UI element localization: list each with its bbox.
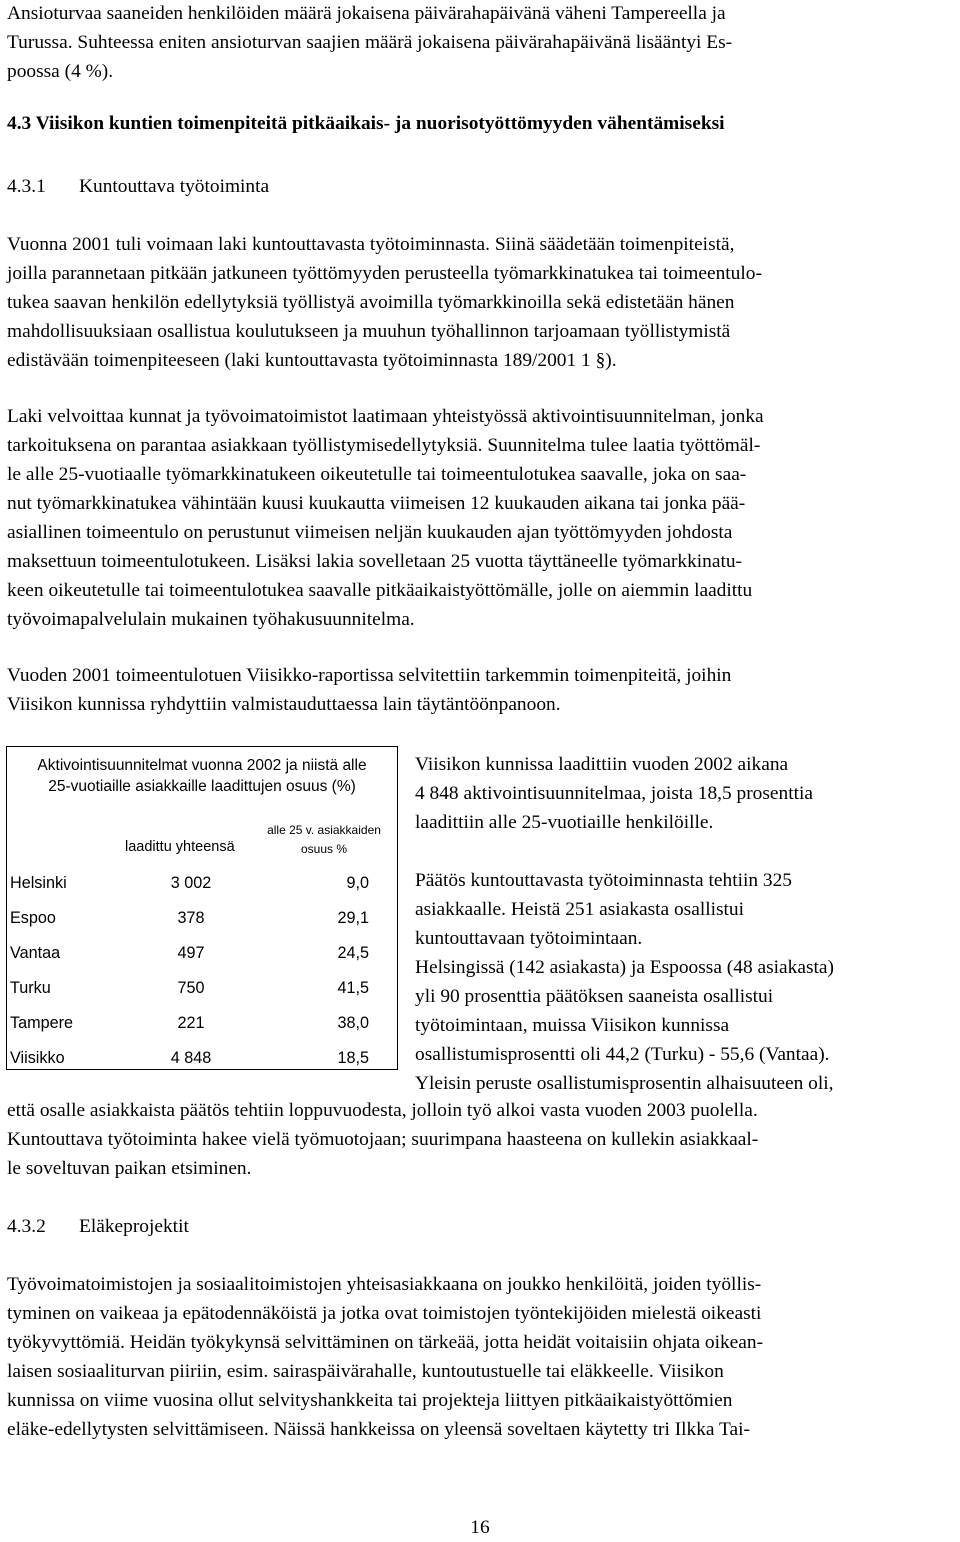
text-line: Työvoimatoimistojen ja sosiaalitoimistojen yhteisasiakkaana on joukko henkilöitä, joiden työllis- [7,1274,762,1295]
paragraph-kuntouttava [7,230,953,375]
text-line: Turussa. Suhteessa eniten ansioturvan saajien määrä jokaisena päivärahapäivänä lisääntyi Es- [7,32,733,53]
row-municipality: Turku [10,979,51,997]
text-line: Yleisin peruste osallistumisprosentin alhaisuuteen oli, [415,1073,834,1094]
row-total: 378 [177,909,205,927]
row-municipality: Viisikko [10,1049,65,1067]
text-line: yli 90 prosenttia päätöksen saaneista osallistui [415,986,774,1007]
table-row [7,978,397,1013]
text-line: tukea saavan henkilön edellytyksiä työllistyä avoimilla työmarkkinoilla sekä edistetään hänen [7,292,735,313]
text-line: osallistumisprosentti oli 44,2 (Turku) - 55,6 (Vantaa). [415,1044,830,1065]
table-row [7,1013,397,1048]
text-line: Vuoden 2001 toimeentulotuen Viisikko-raportissa selvitettiin tarkemmin toimenpiteitä, joihin [7,665,732,686]
table-row [7,943,397,978]
text-line: laadittiin alle 25-vuotiaille henkilöille. [415,812,714,833]
row-percent: 24,5 [337,944,369,962]
text-line: työtoimintaan, muissa Viisikon kunnissa [415,1015,730,1036]
activation-plans-table [6,746,398,1070]
section-number: 4.3.2 [7,1216,46,1237]
text-line: maksettuun toimeentulotukeen. Lisäksi lakia sovelletaan 25 vuotta täyttäneelle työmarkkinatu- [7,551,743,572]
table-row [7,908,397,943]
text-line: Viisikon kunnissa laadittiin vuoden 2002 aikana [415,754,789,775]
paragraph-elakeprojektit [7,1270,953,1444]
text-line: Viisikon kunnissa ryhdyttiin valmistauduttaessa lain täytäntöönpanoon. [7,694,561,715]
table-title [7,755,397,797]
text-line: nut työmarkkinatukea vähintään kuusi kuukautta viimeisen 12 kuukauden aikana tai jonka pää- [7,493,746,514]
text-line: Laki velvoittaa kunnat ja työvoimatoimistot laatimaan yhteistyössä aktivointisuunnitelman, jonka [7,406,764,427]
section-title: Viisikon kuntien toimenpiteitä pitkäaikais- ja nuorisotyöttömyyden vähentämiseksi [35,113,725,134]
column-header-pct [264,821,384,859]
text-line: työvoimapalvelulain mukainen työhakusuunnitelma. [7,609,415,630]
table-title-line: Aktivointisuunnitelmat vuonna 2002 ja niistä alle [37,757,367,774]
row-percent: 9,0 [346,874,369,892]
intro-paragraph [7,0,953,86]
text-line: joilla parannetaan pitkään jatkuneen työttömyyden perusteella työmarkkinatukea tai toimeentulo- [7,263,762,284]
text-line: Vuonna 2001 tuli voimaan laki kuntouttavasta työtoiminnasta. Siinä säädetään toimenpiteistä, [7,234,735,255]
row-percent: 38,0 [337,1014,369,1032]
row-percent: 18,5 [337,1049,369,1067]
text-line: poossa (4 %). [7,61,114,82]
side-paragraph-decisions [415,866,955,1098]
row-total: 497 [177,944,205,962]
text-line: mahdollisuuksiaan osallistua koulutukseen ja muuhun työhallinnon tarjoamaan työllistymistä [7,321,731,342]
text-line: keen oikeutetulle tai toimeentulotukea saavalle pitkäaikaistyöttömälle, jolle on aiemmin laadittu [7,580,753,601]
row-total: 221 [177,1014,205,1032]
text-line: Päätös kuntouttavasta työtoiminnasta tehtiin 325 [415,870,792,891]
table-row [7,1048,397,1083]
row-municipality: Vantaa [10,944,61,962]
row-total: 4 848 [170,1049,212,1067]
text-line: Helsingissä (142 asiakasta) ja Espoossa (48 asiakasta) [415,957,834,978]
text-line: le soveltuvan paikan etsiminen. [7,1158,252,1179]
text-line: kunnissa on viime vuosina ollut selvityshankkeita tai projekteja liittyen pitkäaikaistyöttömien [7,1390,733,1411]
paragraph-laki-velvoittaa [7,402,953,634]
row-total: 3 002 [170,874,212,892]
side-paragraph-plans [415,750,955,837]
paragraph-viisikko-raportti [7,661,953,719]
text-line: Kuntouttava työtoiminta hakee vielä työmuotojaan; suurimpana haasteena on kullekin asiakkaal- [7,1129,759,1150]
section-heading-4-3-1 [7,172,269,201]
text-line: tarkoituksena on parantaa asiakkaan työllistymisedellytyksiä. Suunnitelma tulee laatia työttömäl- [7,435,761,456]
text-line: le alle 25-vuotiaalle työmarkkinatukeen oikeutetulle tai toimeentulotukea saavalle, joka on saa- [7,464,747,485]
section-title: Eläkeprojektit [79,1216,189,1237]
page-number: 16 [470,1517,490,1538]
table-row [7,873,397,908]
column-header-line: alle 25 v. asiakkaiden [267,823,381,837]
row-total: 750 [177,979,205,997]
section-heading-4-3-2 [7,1212,189,1241]
text-line: asiakkaalle. Heistä 251 asiakasta osallistui [415,899,745,920]
text-line: asiallinen toimeentulo on perustunut viimeisen neljän kuukauden ajan työttömyyden johdosta [7,522,733,543]
text-line: työkyvyttömiä. Heidän työkykynsä selvittäminen on tärkeää, jotta heidät voitaisiin ohjata oikean- [7,1332,764,1353]
column-header-total: laadittu yhteensä [125,839,235,855]
row-municipality: Tampere [10,1014,73,1032]
text-line: edistävään toimenpiteeseen (laki kuntouttavasta työtoiminnasta 189/2001 1 §). [7,350,617,371]
row-percent: 41,5 [337,979,369,997]
column-header-line: osuus % [300,842,348,856]
paragraph-continuation [7,1096,953,1183]
text-line: että osalle asiakkaista päätös tehtiin loppuvuodesta, jolloin työ alkoi vasta vuoden 2003 puolella. [7,1100,758,1121]
row-municipality: Espoo [10,909,56,927]
text-line: Ansioturvaa saaneiden henkilöiden määrä jokaisena päivärahapäivänä väheni Tampereella ja [7,3,726,24]
text-line: laisen sosiaaliturvan piiriin, esim. sairaspäivärahalle, kuntoutustuelle tai eläkkeelle. Viisikon [7,1361,724,1382]
table-title-line: 25-vuotiaille asiakkaille laadittujen osuus (%) [48,778,356,795]
section-number: 4.3.1 [7,176,46,197]
text-line: 4 848 aktivointisuunnitelmaa, joista 18,5 prosenttia [415,783,813,804]
section-heading-4-3 [7,109,725,138]
text-line: eläke-edellytysten selvittämiseen. Näissä hankkeissa on yleensä soveltaen käytetty tri Ilkka Tai- [7,1419,750,1440]
text-line: kuntouttavaan työtoimintaan. [415,928,643,949]
text-line: tyminen on vaikeaa ja epätodennäköistä ja jotka ovat toimistojen työntekijöiden mielestä oikeasti [7,1303,762,1324]
row-percent: 29,1 [337,909,369,927]
row-municipality: Helsinki [10,874,67,892]
section-number: 4.3 [7,113,32,134]
section-title: Kuntouttava työtoiminta [79,176,270,197]
